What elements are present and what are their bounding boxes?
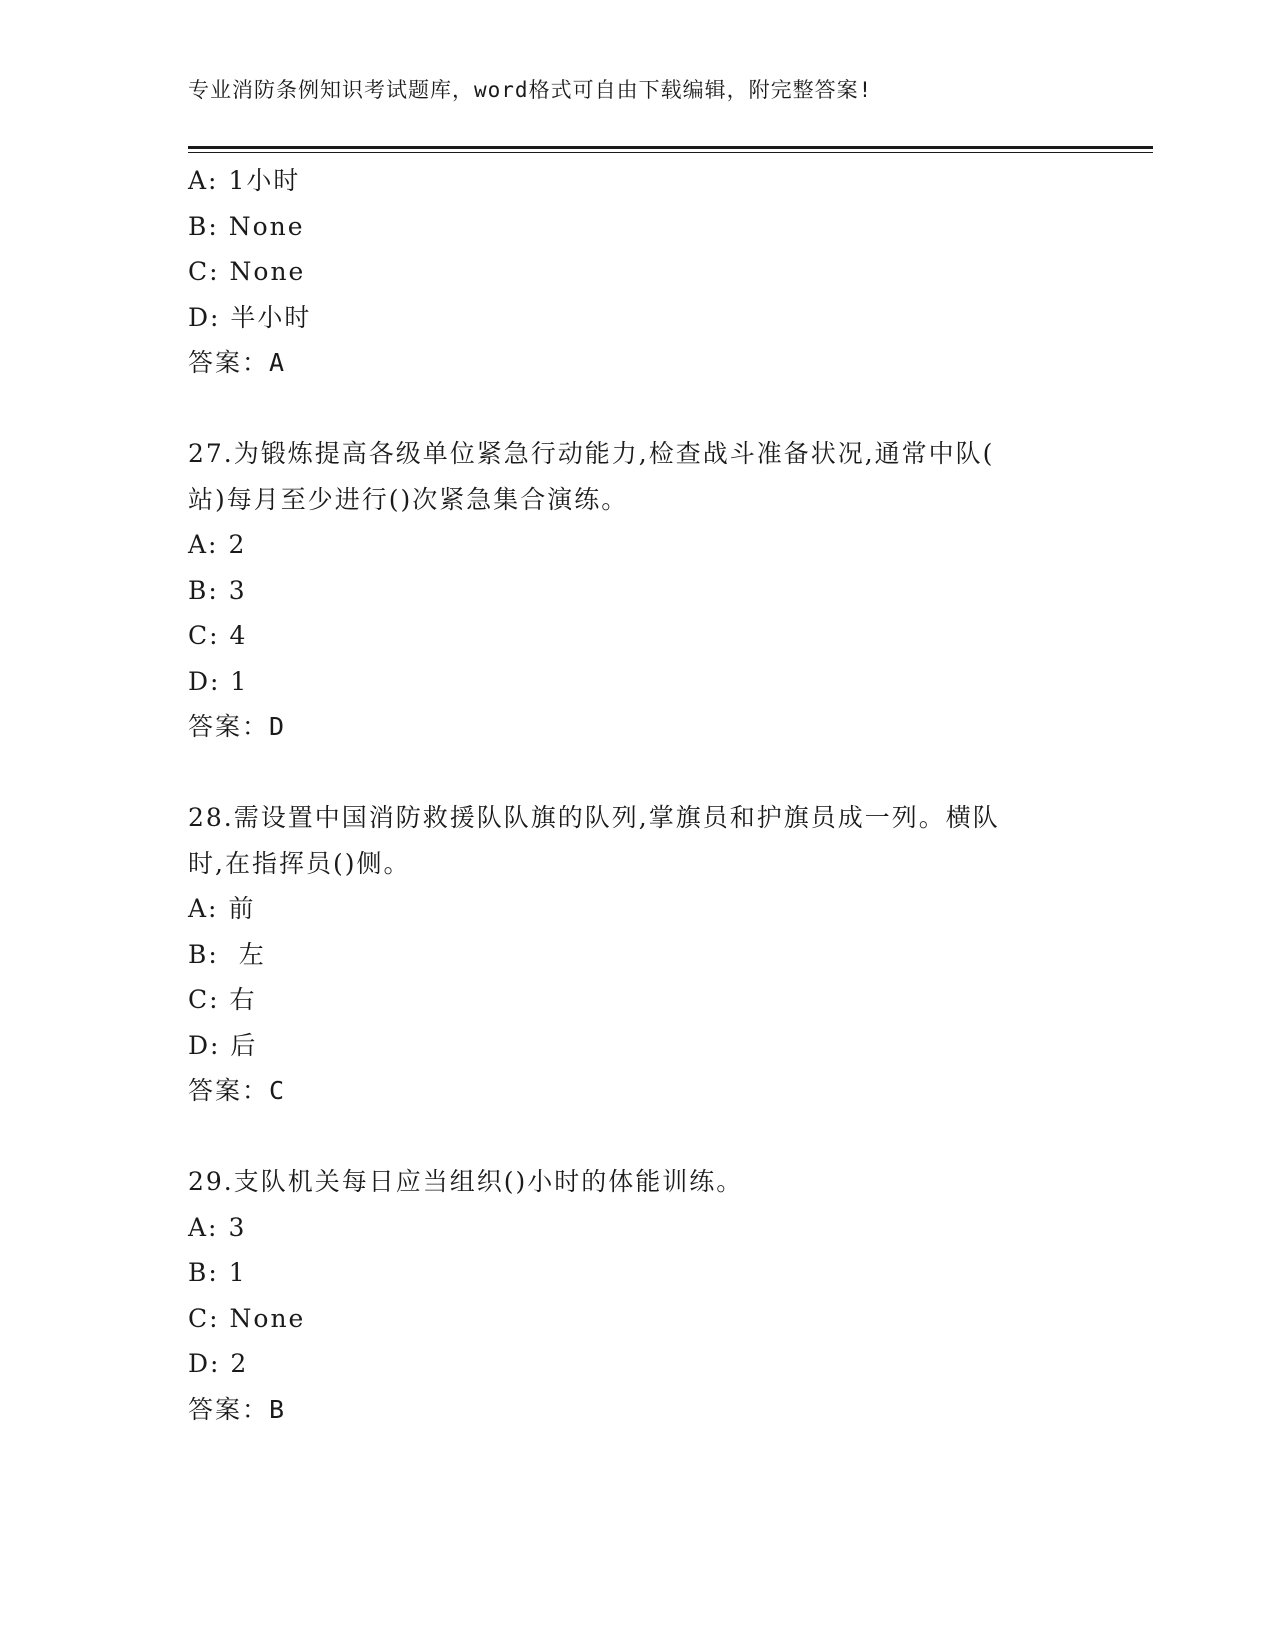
option-b: B: 3 xyxy=(188,575,247,605)
answer-line: 答案：B xyxy=(188,1394,287,1424)
answer-line: 答案：A xyxy=(188,348,287,377)
option-a: A: 3 xyxy=(188,1212,247,1242)
option-c: C: 右 xyxy=(188,985,257,1014)
option-c: C: None xyxy=(188,257,306,286)
option-b: B: None xyxy=(188,211,305,241)
option-a: A: 前 xyxy=(188,894,256,923)
question-26-continuation xyxy=(188,158,1068,386)
question-stem-line-1: 29.支队机关每日应当组织()小时的体能训练。 xyxy=(188,1167,744,1196)
option-b: B: 左 xyxy=(188,939,266,969)
option-d: D: 后 xyxy=(188,1030,258,1060)
option-a: A: 1小时 xyxy=(188,166,301,195)
header-rule-thick xyxy=(188,146,1153,149)
header-rule-thin xyxy=(188,152,1153,153)
question-stem-line-1: 27.为锻炼提高各级单位紧急行动能力,检查战斗准备状况,通常中队( xyxy=(188,439,995,468)
question-27 xyxy=(188,431,1068,750)
question-stem-line-2: 时,在指挥员()侧。 xyxy=(188,848,411,878)
option-d: D: 2 xyxy=(188,1349,249,1378)
page-header: 专业消防条例知识考试题库，word格式可自由下载编辑，附完整答案! xyxy=(188,78,873,102)
option-d: D: 半小时 xyxy=(188,302,312,332)
answer-line: 答案：D xyxy=(188,712,287,741)
option-a: A: 2 xyxy=(188,530,247,559)
question-28 xyxy=(188,795,1068,1114)
question-list xyxy=(188,158,1068,1432)
answer-line: 答案：C xyxy=(188,1076,287,1105)
option-c: C: None xyxy=(188,1303,306,1333)
option-d: D: 1 xyxy=(188,666,249,696)
question-stem-line-2: 站)每月至少进行()次紧急集合演练。 xyxy=(188,484,629,514)
question-29 xyxy=(188,1159,1068,1432)
option-c: C: 4 xyxy=(188,621,248,650)
question-stem-line-1: 28.需设置中国消防救援队队旗的队列,掌旗员和护旗员成一列。横队 xyxy=(188,803,1000,832)
option-b: B: 1 xyxy=(188,1258,247,1287)
